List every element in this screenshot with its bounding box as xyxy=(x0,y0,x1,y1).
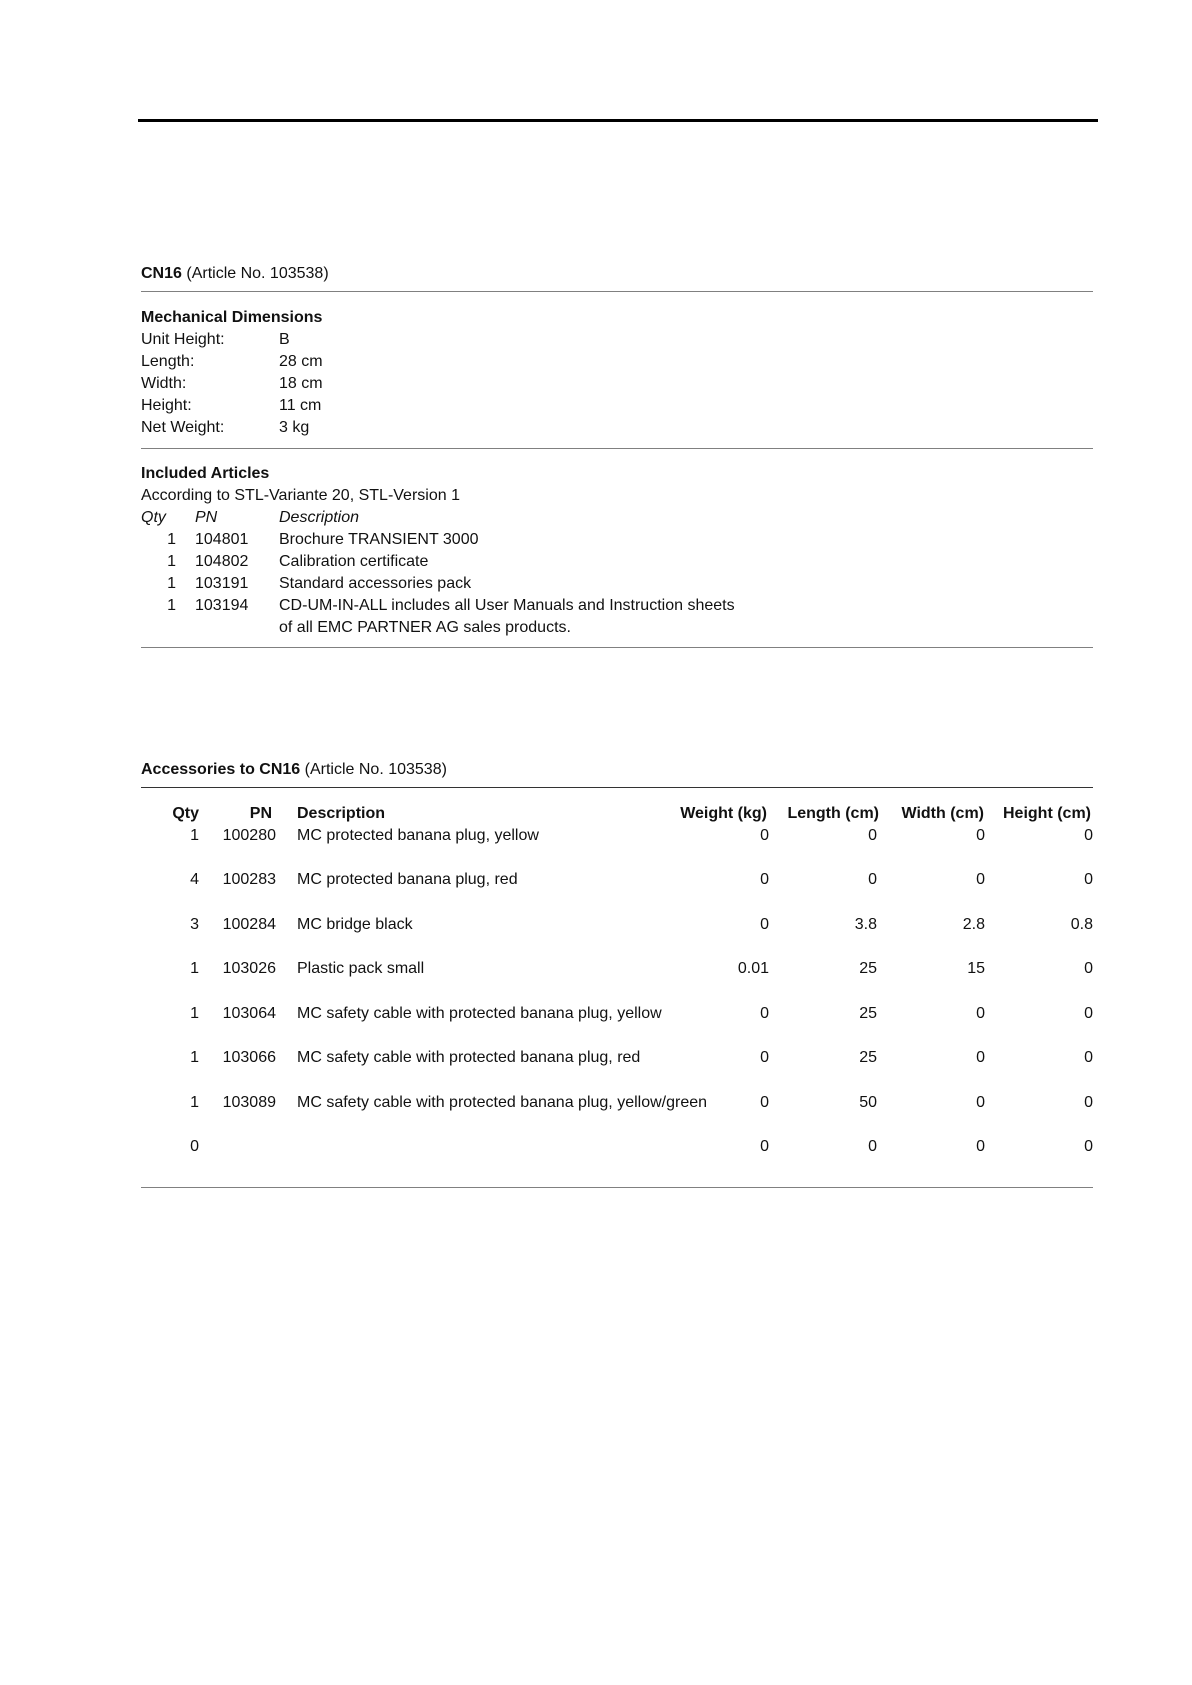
mechanical-value: 28 cm xyxy=(279,353,323,370)
cell-pn: 100283 xyxy=(222,871,276,888)
mechanical-label: Net Weight: xyxy=(141,419,225,436)
cell-length: 3.8 xyxy=(854,916,877,933)
cell-weight: 0 xyxy=(760,916,769,933)
cell-description: MC safety cable with protected banana plug, yellow xyxy=(297,1005,662,1022)
cell-width: 0 xyxy=(976,1094,985,1111)
accessories-heading xyxy=(141,760,447,780)
included-qty: 1 xyxy=(167,531,176,548)
accessories-title-prefix: Accessories to xyxy=(141,761,260,778)
cell-qty: 1 xyxy=(190,1005,199,1022)
cell-width: 0 xyxy=(976,1138,985,1155)
cell-description: MC protected banana plug, red xyxy=(297,871,518,888)
cell-height: 0 xyxy=(1084,1005,1093,1022)
cell-qty: 1 xyxy=(190,1094,199,1111)
mechanical-label: Width: xyxy=(141,375,187,392)
header-width: Width (cm) xyxy=(901,805,984,822)
accessories-title-code: CN16 xyxy=(259,761,301,778)
cell-height: 0 xyxy=(1084,960,1093,977)
included-pn: 104801 xyxy=(195,531,249,548)
cell-qty: 1 xyxy=(190,827,199,844)
mechanical-value: 3 kg xyxy=(279,419,310,436)
cell-pn: 103089 xyxy=(222,1094,276,1111)
cell-pn: 103026 xyxy=(222,960,276,977)
cell-weight: 0.01 xyxy=(737,960,769,977)
product-code: CN16 xyxy=(141,265,182,282)
cell-pn: 103066 xyxy=(222,1049,276,1066)
divider xyxy=(141,647,1093,648)
cell-pn: 103064 xyxy=(222,1005,276,1022)
mechanical-label: Height: xyxy=(141,397,192,414)
cell-length: 0 xyxy=(868,871,877,888)
mechanical-value: B xyxy=(279,331,290,348)
cell-weight: 0 xyxy=(760,827,769,844)
header-height: Height (cm) xyxy=(1003,805,1091,822)
cell-description: MC bridge black xyxy=(297,916,413,933)
included-qty: 1 xyxy=(167,575,176,592)
included-description: CD-UM-IN-ALL includes all User Manuals and Instruction sheets xyxy=(279,597,735,614)
mechanical-label: Unit Height: xyxy=(141,331,225,348)
cell-qty: 3 xyxy=(190,916,199,933)
cell-pn: 100284 xyxy=(222,916,276,933)
cell-pn: 100280 xyxy=(222,827,276,844)
cell-description: Plastic pack small xyxy=(297,960,425,977)
cell-length: 50 xyxy=(859,1094,877,1111)
header-pn: PN xyxy=(249,805,272,822)
included-description: Calibration certificate xyxy=(279,553,429,570)
cell-width: 0 xyxy=(976,871,985,888)
product-article: (Article No. 103538) xyxy=(186,265,329,282)
cell-height: 0 xyxy=(1084,871,1093,888)
product-heading xyxy=(141,264,329,284)
mechanical-title: Mechanical Dimensions xyxy=(141,309,323,326)
header-length: Length (cm) xyxy=(787,805,879,822)
mechanical-value: 11 cm xyxy=(279,397,322,414)
included-pn: 103191 xyxy=(195,575,249,592)
accessories-title-article: (Article No. 103538) xyxy=(304,761,447,778)
divider xyxy=(141,448,1093,449)
cell-length: 25 xyxy=(859,960,877,977)
cell-length: 25 xyxy=(859,1049,877,1066)
included-subtitle: According to STL-Variante 20, STL-Version 1 xyxy=(141,487,460,504)
cell-width: 0 xyxy=(976,1005,985,1022)
divider xyxy=(141,1187,1093,1188)
header-rule xyxy=(138,119,1098,122)
header-description: Description xyxy=(297,805,386,822)
divider xyxy=(141,291,1093,292)
cell-length: 0 xyxy=(868,1138,877,1155)
included-header-description: Description xyxy=(279,509,360,526)
cell-height: 0 xyxy=(1084,1138,1093,1155)
included-qty: 1 xyxy=(167,553,176,570)
cell-weight: 0 xyxy=(760,1138,769,1155)
header-qty: Qty xyxy=(172,805,199,822)
cell-width: 0 xyxy=(976,1049,985,1066)
cell-description: MC safety cable with protected banana plug, yellow/green xyxy=(297,1094,708,1111)
cell-weight: 0 xyxy=(760,1049,769,1066)
included-title: Included Articles xyxy=(141,465,270,482)
cell-weight: 0 xyxy=(760,871,769,888)
cell-description: MC safety cable with protected banana plug, red xyxy=(297,1049,641,1066)
cell-qty: 4 xyxy=(190,871,199,888)
cell-length: 0 xyxy=(868,827,877,844)
included-description: Brochure TRANSIENT 3000 xyxy=(279,531,479,548)
header-weight: Weight (kg) xyxy=(680,805,767,822)
included-qty: 1 xyxy=(167,597,176,614)
included-pn: 104802 xyxy=(195,553,249,570)
cell-width: 2.8 xyxy=(962,916,985,933)
cell-length: 25 xyxy=(859,1005,877,1022)
cell-height: 0 xyxy=(1084,1049,1093,1066)
included-pn: 103194 xyxy=(195,597,249,614)
included-header-pn: PN xyxy=(195,509,218,526)
included-header-qty: Qty xyxy=(141,509,166,526)
cell-description: MC protected banana plug, yellow xyxy=(297,827,539,844)
cell-qty: 0 xyxy=(190,1138,199,1155)
included-description-continuation: of all EMC PARTNER AG sales products. xyxy=(279,619,571,636)
cell-height: 0 xyxy=(1084,827,1093,844)
mechanical-value: 18 cm xyxy=(279,375,323,392)
cell-height: 0.8 xyxy=(1070,916,1093,933)
mechanical-label: Length: xyxy=(141,353,195,370)
cell-qty: 1 xyxy=(190,1049,199,1066)
divider xyxy=(141,787,1093,788)
included-description: Standard accessories pack xyxy=(279,575,472,592)
cell-weight: 0 xyxy=(760,1094,769,1111)
cell-width: 15 xyxy=(967,960,985,977)
cell-weight: 0 xyxy=(760,1005,769,1022)
cell-height: 0 xyxy=(1084,1094,1093,1111)
cell-qty: 1 xyxy=(190,960,199,977)
cell-width: 0 xyxy=(976,827,985,844)
